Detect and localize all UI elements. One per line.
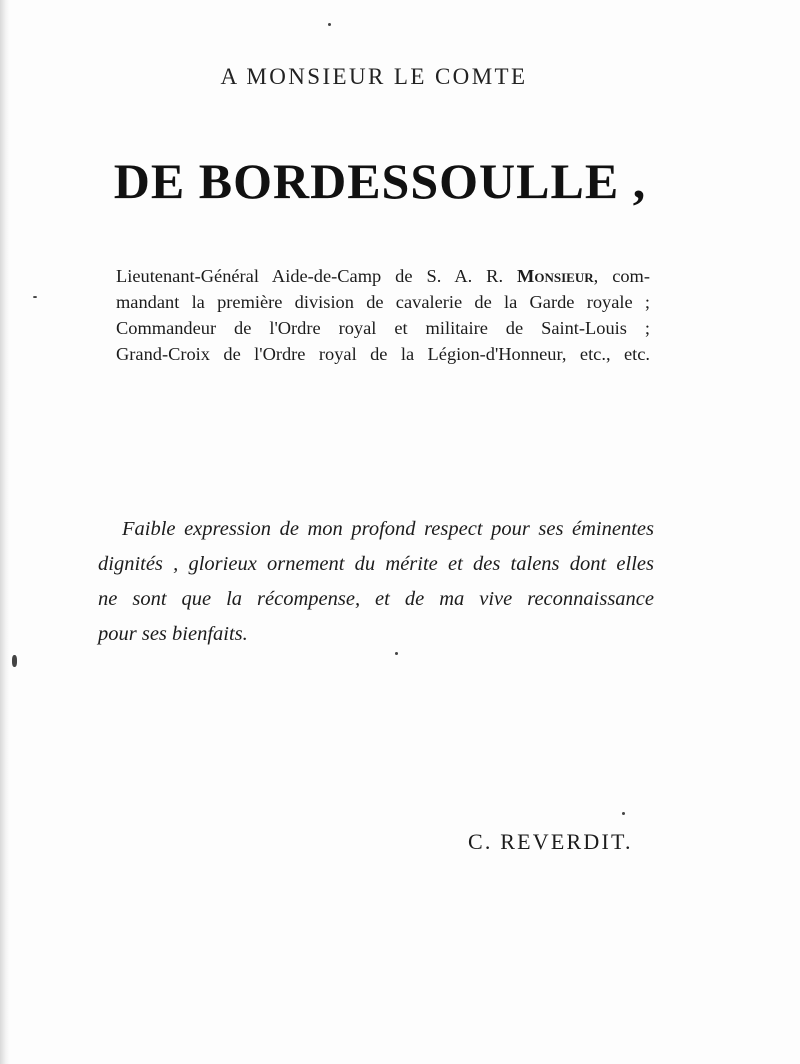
dedication-line-4: pour ses bienfaits. (98, 623, 248, 645)
scan-speck (395, 652, 398, 655)
scan-speck (12, 655, 17, 667)
titles-line-4: Grand-Croix de l'Ordre royal de la Légion-d'Honneur, etc., etc. (116, 344, 650, 364)
scan-speck (622, 812, 625, 815)
salutation-heading: A MONSIEUR LE COMTE (220, 64, 528, 89)
titles-line-1-end: , com- (593, 266, 650, 286)
titles-line-1-start: Lieutenant-Général Aide-de-Camp de S. A. R. (116, 266, 518, 286)
recipient-name: DE BORDESSOULLE , (113, 153, 647, 209)
scan-speck (328, 23, 331, 26)
scan-speck (33, 296, 37, 298)
dedication-line-2: dignités , glorieux ornement du mérite et des talens dont elles (98, 553, 654, 575)
recipient-titles (116, 263, 650, 367)
titles-line-1 (116, 263, 650, 289)
dedication-text (98, 512, 654, 652)
titles-line-3: Commandeur de l'Ordre royal et militaire de Saint-Louis ; (116, 318, 650, 338)
titles-line-2: mandant la première division de cavalerie de la Garde royale ; (116, 292, 650, 312)
signature: C. REVERDIT. (468, 829, 633, 854)
titles-line-1-smallcaps: Monsieur (517, 266, 594, 286)
dedication-line-3: ne sont que la récompense, et de ma vive reconnaissance (98, 588, 654, 610)
dedication-line-1: Faible expression de mon profond respect pour ses éminentes (122, 518, 654, 540)
